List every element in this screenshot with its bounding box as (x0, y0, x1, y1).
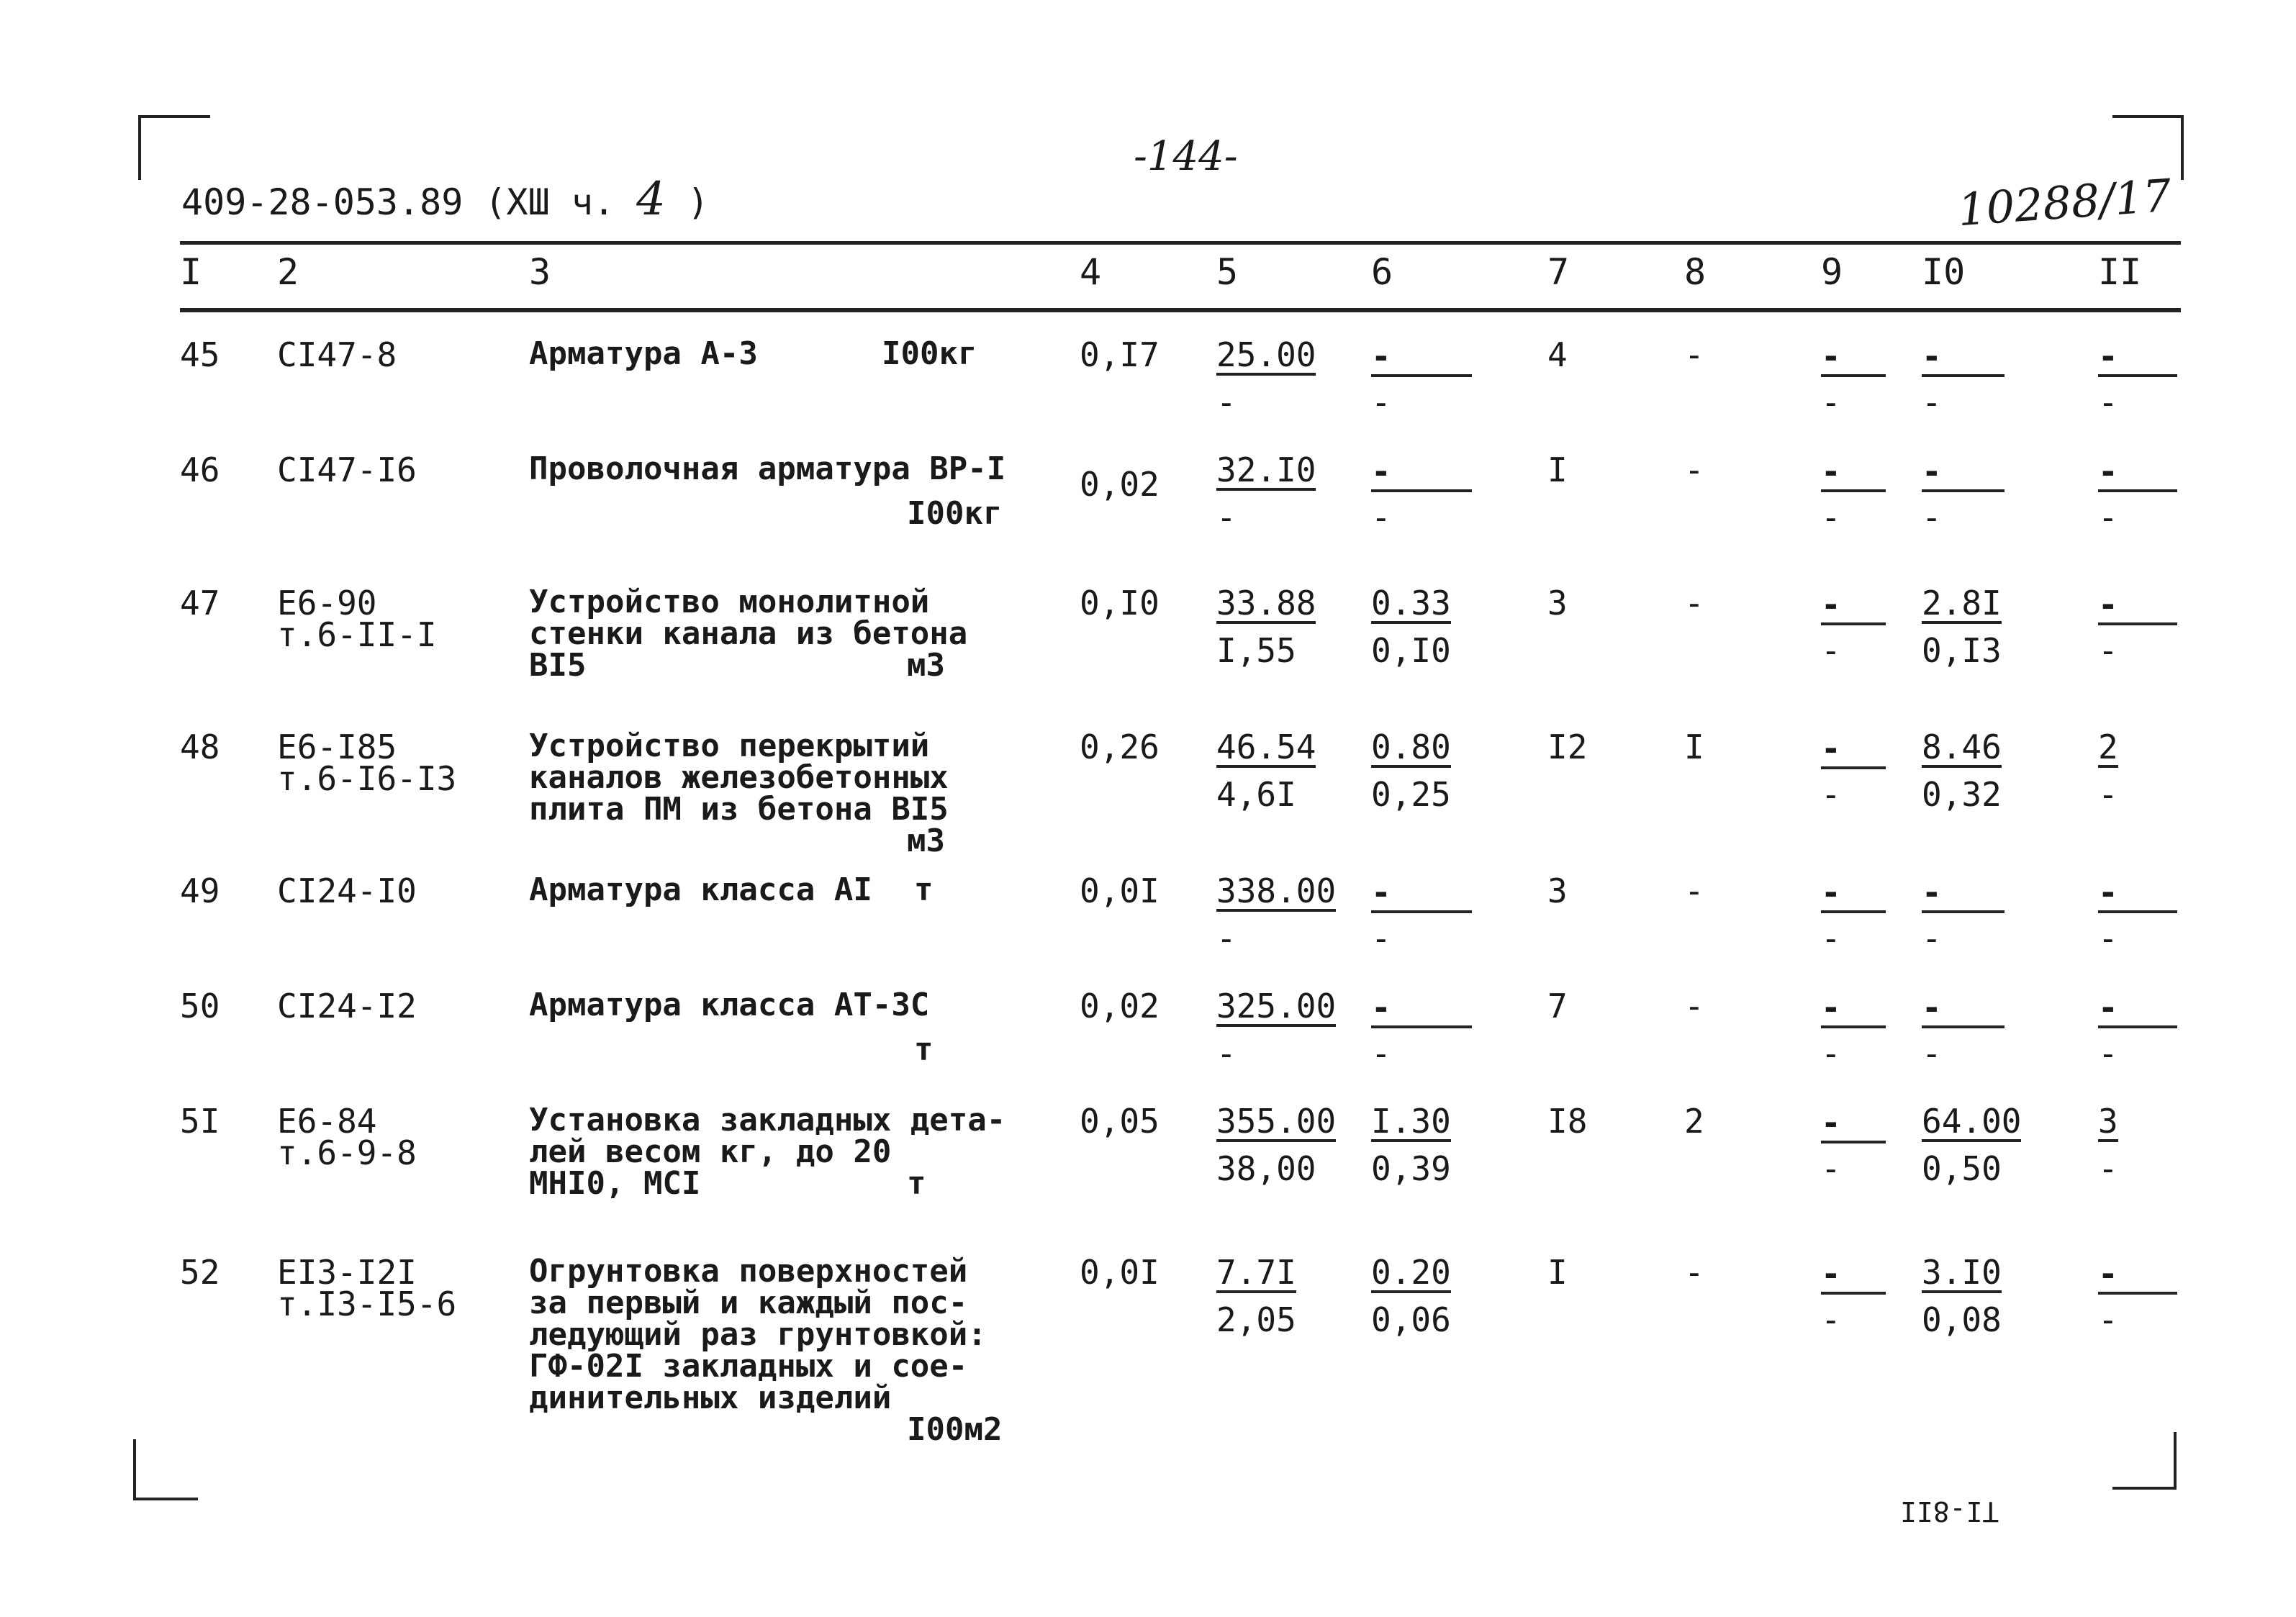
fraction-bottom-c6: 0,25 (1371, 775, 1451, 814)
item-description: Устройство монолитной стенки канала из бетона ВI5 (529, 584, 968, 684)
fraction-bottom-c9: - (1821, 775, 1841, 814)
column-8-value: - (1684, 1253, 1704, 1292)
column-header-10: I0 (1922, 251, 1966, 293)
fraction-top-c5: 46.54 (1216, 728, 1316, 766)
fraction-bottom-c5: - (1216, 1034, 1237, 1073)
unit: т (914, 871, 934, 908)
fraction-top-c10: - (1922, 873, 1942, 912)
fraction-top-c9: - (1821, 1103, 1841, 1142)
fraction-top-c11: - (2098, 585, 2118, 624)
fraction-bottom-c11: - (2098, 919, 2118, 958)
unit: I00кг (882, 335, 977, 372)
column-header-11: II (2098, 251, 2142, 293)
fraction-top-c10: - (1922, 452, 1942, 491)
fraction-bottom-c6: 0,39 (1371, 1149, 1451, 1188)
code-line-2: т.I3-I5-6 (277, 1285, 457, 1323)
corner-mark-bottom-right (2112, 1487, 2177, 1490)
column-8-value: - (1684, 584, 1704, 622)
fraction-bottom-c11: - (2098, 775, 2118, 814)
item-description: Устройство перекрытий каналов железобетонных плита ПМ из бетона ВI5 (529, 728, 949, 828)
fraction-bottom-c5: - (1216, 498, 1237, 537)
fraction-top-c9: - (1821, 1254, 1841, 1293)
unit: т (914, 1031, 934, 1068)
fraction-bottom-c10: - (1922, 919, 1942, 958)
quantity: 0,02 (1080, 465, 1160, 504)
fraction-bottom-c5: - (1216, 383, 1237, 422)
item-description: Арматура класса АТ-3С (529, 987, 930, 1023)
column-7-value: I2 (1547, 728, 1588, 766)
fraction-top-c6: 0.80 (1371, 728, 1451, 766)
fraction-bottom-c10: 0,50 (1922, 1149, 2002, 1188)
row-number: 45 (180, 335, 220, 374)
fraction-top-c5: 325.00 (1216, 987, 1337, 1025)
quantity: 0,05 (1080, 1102, 1160, 1141)
fraction-top-c9: - (1821, 585, 1841, 624)
code-line-1: CI47-8 (277, 335, 397, 374)
fraction-top-c11: - (2098, 337, 2118, 376)
fraction-top-c5: 7.7I (1216, 1253, 1296, 1292)
code-line-1: ЕI3-I2I (277, 1253, 417, 1292)
item-description: Арматура класса АI (529, 871, 872, 908)
corner-mark-bottom-left (133, 1498, 198, 1500)
code-line-1: CI47-I6 (277, 450, 417, 489)
unit: м3 (907, 823, 945, 859)
header-bottom-rule (180, 308, 2181, 312)
row-number: 5I (180, 1102, 220, 1141)
column-8-value: - (1684, 987, 1704, 1025)
code-line-2: т.6-I6-I3 (277, 759, 457, 798)
fraction-bottom-c11: - (2098, 1034, 2118, 1073)
document-code-text: 409-28-053.89 (XШ ч. (181, 181, 615, 223)
unit: I00м2 (907, 1411, 1003, 1448)
document-code-close: ) (687, 181, 710, 223)
fraction-bottom-c5: 2,05 (1216, 1300, 1296, 1339)
fraction-bottom-c10: 0,08 (1922, 1300, 2002, 1339)
fraction-bottom-c10: - (1922, 383, 1942, 422)
fraction-top-c9: - (1821, 988, 1841, 1027)
code-line-2: т.6-II-I (277, 615, 437, 654)
quantity: 0,02 (1080, 987, 1160, 1025)
fraction-bottom-c9: - (1821, 1300, 1841, 1339)
fraction-top-c11: - (2098, 873, 2118, 912)
header-top-rule (180, 241, 2181, 245)
fraction-bottom-c10: - (1922, 498, 1942, 537)
item-description: Проволочная арматура ВР-I (529, 450, 1006, 487)
fraction-bottom-c9: - (1821, 383, 1841, 422)
fraction-top-c11: 2 (2098, 728, 2118, 766)
quantity: 0,0I (1080, 871, 1160, 910)
fraction-bottom-c11: - (2098, 383, 2118, 422)
part-number: 4 (636, 173, 666, 226)
corner-mark-top-left (138, 115, 210, 118)
fraction-bottom-c6: 0,06 (1371, 1300, 1451, 1339)
corner-mark-top-left (138, 115, 141, 180)
item-description: Огрунтовка поверхностей за первый и каждый пос- ледующий раз грунтовкой: ГФ-02I закладных и сое- динительных изделий (529, 1253, 987, 1416)
page-number: -144- (1134, 133, 1238, 180)
column-8-value: - (1684, 335, 1704, 374)
item-description: Установка закладных дета- лей весом кг, до 20 МНI0, МСI (529, 1102, 1006, 1202)
fraction-bottom-c5: - (1216, 919, 1237, 958)
fraction-top-c5: 33.88 (1216, 584, 1316, 622)
column-header-6: 6 (1371, 251, 1393, 293)
fraction-bottom-c6: - (1371, 919, 1391, 958)
column-header-3: 3 (529, 251, 551, 293)
fraction-top-c9: - (1821, 873, 1841, 912)
fraction-bottom-c10: - (1922, 1034, 1942, 1073)
row-number: 49 (180, 871, 220, 910)
quantity: 0,26 (1080, 728, 1160, 766)
fraction-top-c11: - (2098, 988, 2118, 1027)
fraction-bottom-c6: - (1371, 383, 1391, 422)
fraction-top-c9: - (1821, 729, 1841, 768)
corner-mark-bottom-right (2174, 1432, 2177, 1490)
unit: I00кг (907, 495, 1003, 532)
fraction-top-c9: - (1821, 337, 1841, 376)
code-line-1: CI24-I2 (277, 987, 417, 1025)
fraction-top-c5: 355.00 (1216, 1102, 1337, 1141)
fraction-bottom-c10: 0,I3 (1922, 631, 2002, 670)
column-7-value: I (1547, 1253, 1568, 1292)
fraction-bottom-c9: - (1821, 1034, 1841, 1073)
fraction-top-c6: 0.33 (1371, 584, 1451, 622)
fraction-bottom-c5: 4,6I (1216, 775, 1296, 814)
column-7-value: 3 (1547, 584, 1568, 622)
unit: м3 (907, 647, 945, 684)
fraction-top-c10: - (1922, 988, 1942, 1027)
fraction-top-c10: 3.I0 (1922, 1253, 2002, 1292)
fraction-top-c5: 25.00 (1216, 335, 1316, 374)
item-description: Арматура А-3 (529, 335, 758, 372)
fraction-top-c11: - (2098, 1254, 2118, 1293)
fraction-top-c6: - (1371, 337, 1391, 376)
fraction-bottom-c6: 0,I0 (1371, 631, 1451, 670)
fraction-top-c10: 2.8I (1922, 584, 2002, 622)
fraction-top-c6: - (1371, 988, 1391, 1027)
quantity: 0,I7 (1080, 335, 1160, 374)
fraction-bottom-c9: - (1821, 631, 1841, 670)
fraction-bottom-c11: - (2098, 498, 2118, 537)
fraction-top-c10: - (1922, 337, 1942, 376)
column-header-5: 5 (1216, 251, 1239, 293)
quantity: 0,0I (1080, 1253, 1160, 1292)
column-7-value: I (1547, 450, 1568, 489)
quantity: 0,I0 (1080, 584, 1160, 622)
fraction-bottom-c6: - (1371, 1034, 1391, 1073)
fraction-top-c6: - (1371, 452, 1391, 491)
fraction-bottom-c11: - (2098, 631, 2118, 670)
fraction-top-c10: 8.46 (1922, 728, 2002, 766)
row-number: 48 (180, 728, 220, 766)
sheet-number: 10288/17 (1956, 168, 2174, 237)
row-number: 52 (180, 1253, 220, 1292)
fraction-top-c11: 3 (2098, 1102, 2118, 1141)
row-number: 50 (180, 987, 220, 1025)
fraction-bottom-c9: - (1821, 919, 1841, 958)
fraction-bottom-c5: 38,00 (1216, 1149, 1316, 1188)
column-header-2: 2 (277, 251, 299, 293)
fraction-bottom-c9: - (1821, 498, 1841, 537)
code-line-1: Е6-90 (277, 584, 377, 622)
column-7-value: I8 (1547, 1102, 1588, 1141)
column-header-4: 4 (1080, 251, 1102, 293)
column-header-7: 7 (1547, 251, 1570, 293)
column-header-9: 9 (1821, 251, 1843, 293)
fraction-bottom-c11: - (2098, 1149, 2118, 1188)
fraction-bottom-c9: - (1821, 1149, 1841, 1188)
column-8-value: I (1684, 728, 1704, 766)
column-8-value: - (1684, 871, 1704, 910)
column-8-value: 2 (1684, 1102, 1704, 1141)
code-line-1: Е6-84 (277, 1102, 377, 1141)
column-7-value: 7 (1547, 987, 1568, 1025)
code-line-1: Е6-I85 (277, 728, 397, 766)
corner-mark-top-right (2112, 115, 2184, 118)
code-line-1: CI24-I0 (277, 871, 417, 910)
fraction-bottom-c10: 0,32 (1922, 775, 2002, 814)
fraction-top-c10: 64.00 (1922, 1102, 2022, 1141)
column-8-value: - (1684, 450, 1704, 489)
corner-mark-top-right (2181, 115, 2184, 180)
column-7-value: 4 (1547, 335, 1568, 374)
fraction-top-c6: 0.20 (1371, 1253, 1451, 1292)
footer-mark: TI-8II (1900, 1495, 1999, 1527)
fraction-top-c11: - (2098, 452, 2118, 491)
row-number: 46 (180, 450, 220, 489)
fraction-top-c5: 32.I0 (1216, 450, 1316, 489)
column-header-8: 8 (1684, 251, 1707, 293)
column-header-1: I (180, 251, 202, 293)
document-code (181, 173, 709, 226)
fraction-bottom-c11: - (2098, 1300, 2118, 1339)
fraction-top-c6: I.30 (1371, 1102, 1451, 1141)
fraction-top-c5: 338.00 (1216, 871, 1337, 910)
fraction-top-c9: - (1821, 452, 1841, 491)
code-line-2: т.6-9-8 (277, 1133, 417, 1172)
unit: т (907, 1165, 926, 1202)
column-7-value: 3 (1547, 871, 1568, 910)
row-number: 47 (180, 584, 220, 622)
fraction-top-c6: - (1371, 873, 1391, 912)
fraction-bottom-c6: - (1371, 498, 1391, 537)
corner-mark-bottom-left (133, 1439, 136, 1500)
fraction-bottom-c5: I,55 (1216, 631, 1296, 670)
